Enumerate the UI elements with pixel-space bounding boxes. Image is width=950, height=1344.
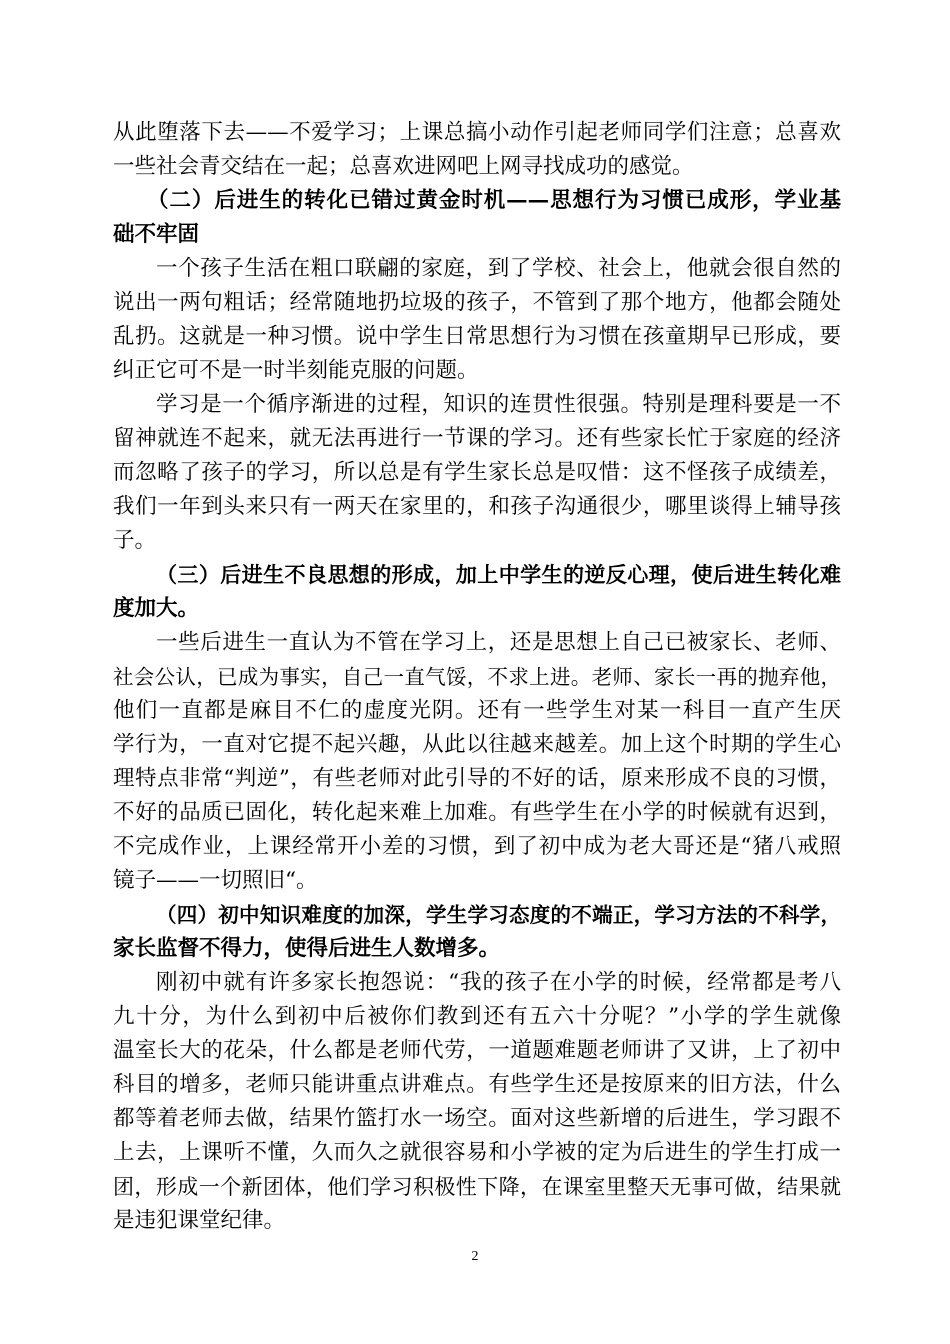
- text-line: 不完成作业，上课经常开小差的习惯，到了初中成为老大哥还是“猪八戒照: [113, 834, 841, 859]
- section-heading-4-cont: 家长监督不得力，使得后进生人数增多。: [113, 936, 501, 961]
- text-line: 一个孩子生活在粗口联翩的家庭，到了学校、社会上，他就会很自然的: [156, 256, 841, 281]
- text-line: 上去，上课听不懂，久而久之就很容易和小学被的定为后进生的学生打成一: [113, 1140, 841, 1165]
- text-line: 而忽略了孩子的学习，所以总是有学生家长总是叹惜：这不怪孩子成绩差，: [113, 460, 841, 485]
- text-line: 纠正它可不是一时半刻能克服的问题。: [113, 358, 479, 383]
- section-heading-3-cont: 度加大。: [113, 596, 200, 621]
- text-line: 乱扔。这就是一种习惯。说中学生日常思想行为习惯在孩童期早已形成，要: [113, 324, 841, 349]
- document-body: [113, 116, 841, 1238]
- section-heading-3: （三）后进生不良思想的形成，加上中学生的逆反心理，使后进生转化难: [156, 562, 841, 587]
- text-line: 镜子——一切照旧“。: [113, 868, 318, 893]
- text-line: 留神就连不起来，就无法再进行一节课的学习。还有些家长忙于家庭的经济: [113, 426, 841, 451]
- text-line: 理特点非常“判逆”，有些老师对此引导的不好的话，原来形成不良的习惯，: [113, 766, 841, 791]
- text-line: 刚初中就有许多家长抱怨说：“我的孩子在小学的时候，经常都是考八: [156, 970, 841, 995]
- text-line: 我们一年到头来只有一两天在家里的，和孩子沟通很少，哪里谈得上辅导孩: [113, 494, 841, 519]
- text-line: 不好的品质已固化，转化起来难上加难。有些学生在小学的时候就有迟到，: [113, 800, 841, 825]
- text-line: 是违犯课堂纪律。: [113, 1208, 286, 1233]
- page-number: 2: [471, 1249, 479, 1264]
- text-line: 从此堕落下去——不爱学习；上课总搞小动作引起老师同学们注意；总喜欢: [113, 120, 841, 145]
- section-heading-4: （四）初中知识难度的加深，学生学习态度的不端正，学习方法的不科学，: [156, 903, 841, 927]
- text-line: 团，形成一个新团体，他们学习积极性下降，在课室里整天无事可做，结果就: [113, 1175, 841, 1199]
- section-heading-2-cont: 础不牢固: [113, 222, 200, 247]
- text-line: 一些社会青交结在一起；总喜欢进网吧上网寻找成功的感觉。: [113, 154, 694, 179]
- text-line: 九十分，为什么到初中后被你们教到还有五六十分呢？”小学的学生就像: [113, 1004, 841, 1029]
- text-line: 学习是一个循序渐进的过程，知识的连贯性很强。特别是理科要是一不: [156, 392, 841, 417]
- section-heading-2: （二）后进生的转化已错过黄金时机——思想行为习惯已成形，学业基: [147, 188, 841, 213]
- text-line: 学行为，一直对它提不起兴趣，从此以往越来越差。加上这个时期的学生心: [113, 732, 841, 757]
- text-line: 他们一直都是麻目不仁的虚度光阴。还有一些学生对某一科目一直产生厌: [113, 698, 841, 723]
- text-line: 社会公认，已成为事实，自己一直气馁，不求上进。老师、家长一再的抛弃他，: [113, 665, 841, 689]
- text-line: 温室长大的花朵，什么都是老师代劳，一道题难题老师讲了又讲，上了初中: [113, 1038, 841, 1063]
- text-line: 子。: [113, 528, 157, 553]
- text-line: 都等着老师去做，结果竹篮打水一场空。面对这些新增的后进生，学习跟不: [113, 1106, 841, 1131]
- text-line: 说出一两句粗话；经常随地扔垃圾的孩子，不管到了那个地方，他都会随处: [113, 290, 841, 315]
- text-line: 科目的增多，老师只能讲重点讲难点。有些学生还是按原来的旧方法，什么: [113, 1072, 841, 1097]
- text-line: 一些后进生一直认为不管在学习上，还是思想上自己已被家长、老师、: [156, 630, 841, 655]
